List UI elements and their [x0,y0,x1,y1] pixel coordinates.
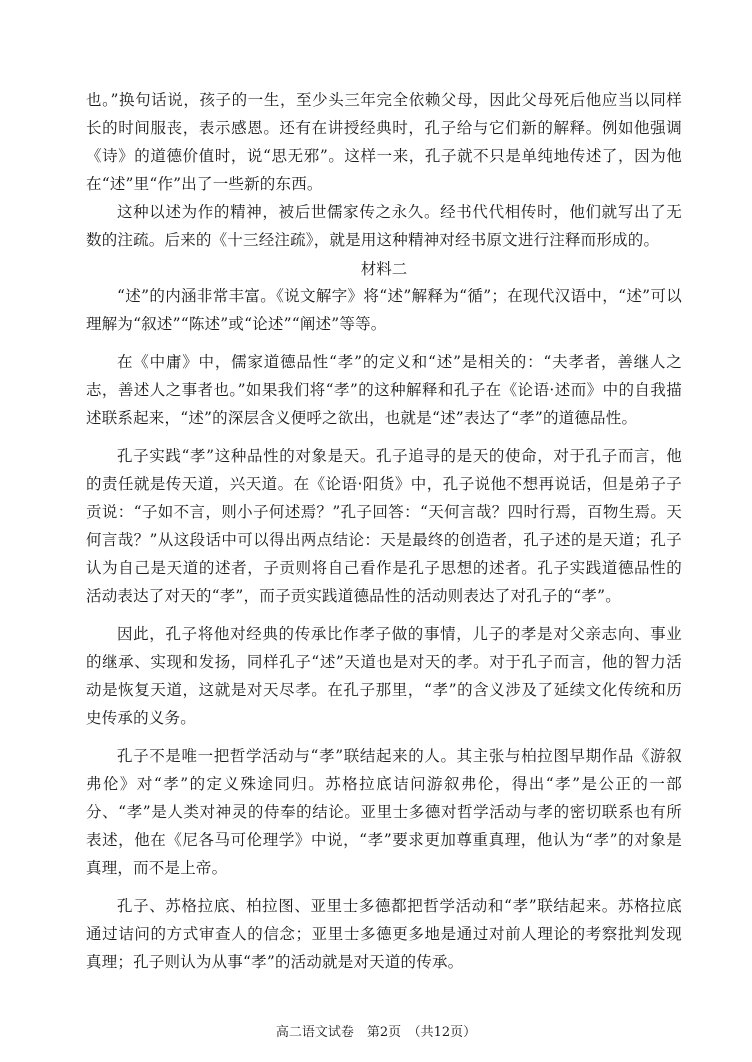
page-footer: 高二语文试卷 第2页 （共12页） [275,1025,477,1040]
paragraph-8: 孔子、苏格拉底、柏拉图、亚里士多德都把哲学活动和“孝”联结起来。苏格拉底通过诘问的方式审查人的信念；亚里士多德更多地是通过对前人理论的考察批判发现真理；孔子则认为从事“孝”的活动就是对天道的传承。 [86,897,682,971]
paragraph-3: “述”的内涵非常丰富。《说文解字》将“述”解释为“循”；在现代汉语中，“述”可以理解为“叙述”“陈述”或“论述”“阐述”等等。 [86,287,682,333]
paragraph-2: 这种以述为作的精神，被后世儒家传之永久。经书代代相传时，他们就写出了无数的注疏。后来的《十三经注疏》，就是用这种精神对经书原文进行注释而形成的。 [86,203,682,249]
document-page [86,86,682,976]
paragraph-4: 在《中庸》中，儒家道德品性“孝”的定义和“述”是相关的：“夫孝者，善继人之志，善述人之事者也。”如果我们将“孝”的这种解释和孔子在《论语·述而》中的自我描述联系起来，“述”的深层含义便呼之欲出，也就是“述”表达了“孝”的道德品性。 [86,353,682,427]
paragraph-5: 孔子实践“孝”这种品性的对象是天。孔子追寻的是天的使命，对于孔子而言，他的责任就是传天道，兴天道。在《论语·阳货》中，孔子说他不想再说话，但是弟子子贡说：“子如不言，则小子何述焉？”孔子回答：“天何言哉？四时行焉，百物生焉。天何言哉？”从这段话中可以得出两点结论：天是最终的创造者，孔子述的是天道；孔子认为自己是天道的述者，子贡则将自己看作是孔子思想的述者。孔子实践道德品性的活动表达了对天的“孝”，而子贡实践道德品性的活动则表达了对孔子的“孝”。 [86,447,682,605]
paragraph-6: 因此，孔子将他对经典的传承比作孝子做的事情，儿子的孝是对父亲志向、事业的继承、实现和发扬，同样孔子“述”天道也是对天的孝。对于孔子而言，他的智力活动是恢复天道，这就是对天尽孝。在孔子那里，“孝”的含义涉及了延续文化传统和历史传承的义务。 [86,625,682,727]
paragraph-7: 孔子不是唯一把哲学活动与“孝”联结起来的人。其主张与柏拉图早期作品《游叙弗伦》对“孝”的定义殊途同归。苏格拉底诘问游叙弗伦，得出“孝”是公正的一部分、“孝”是人类对神灵的侍奉的结论。亚里士多德对哲学活动与孝的密切联系也有所表述，他在《尼各马可伦理学》中说，“孝”要求更加尊重真理，他认为“孝”的对象是真理，而不是上帝。 [86,747,682,877]
paragraph-1: 也。”换句话说，孩子的一生，至少头三年完全依赖父母，因此父母死后他应当以同样长的时间服丧，表示感恩。还有在讲授经典时，孔子给与它们新的解释。例如他强调《诗》的道德价值时，说“思无邪”。这样一来，孔子就不只是单纯地传述了，因为他在“述”里“作”出了一些新的东西。 [86,91,682,193]
section-title-material-2: 材料二 [360,260,408,278]
